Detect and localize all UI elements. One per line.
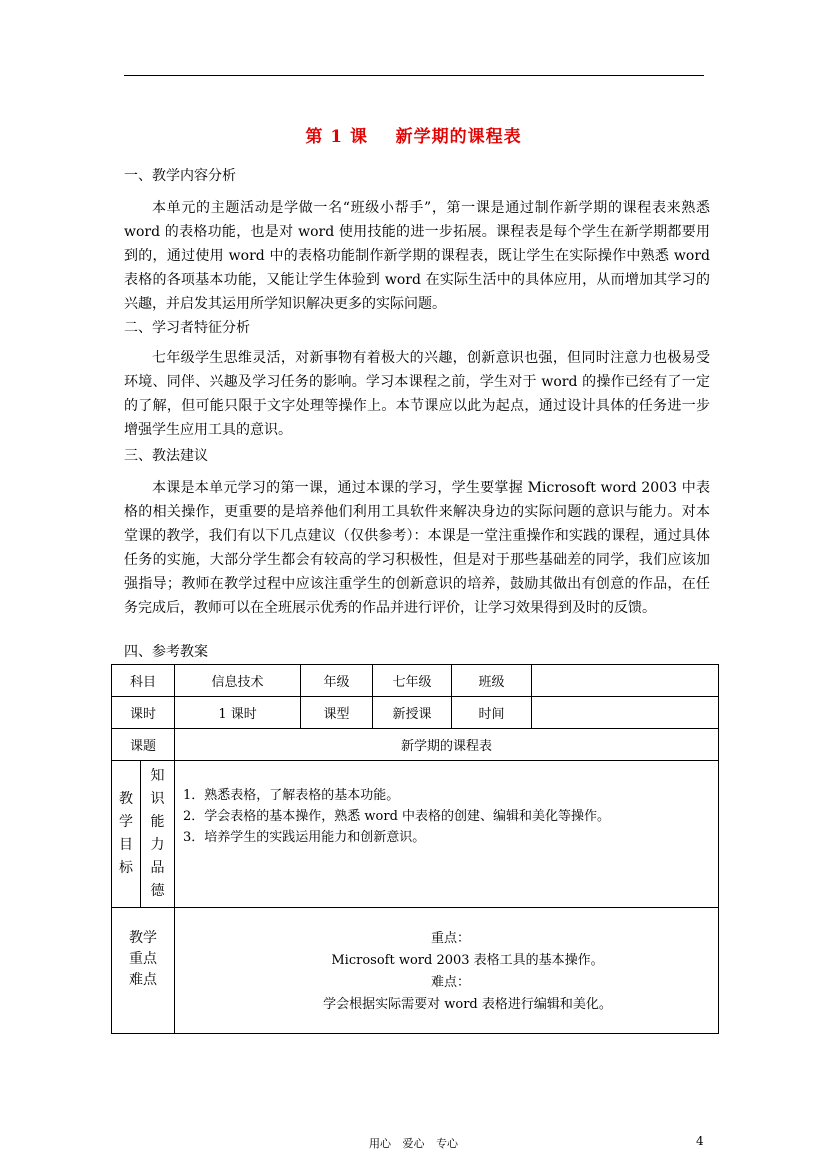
table-cell [532,697,719,729]
table-row [112,761,719,908]
section-body-1: 本单元的主题活动是学做一名“班级小帮手”，第一课是通过制作新学期的课程表来熟悉 word 的表格功能，也是对 word 使用技能的进一步拓展。课程表是每个学生在新学期都要用到的，通过使用 word 中的表格功能制作新学期的课程表，既让学生在实际操作中熟悉 word 表格的各项基本功能，又能让学生体验到 word 在实际生活中的具体应用，从而增加其学习的兴趣，并启发其运用所学知识解决更多的实际问题。 [124,200,710,312]
key-text: Microsoft word 2003 表格工具的基本操作。 [331,953,604,968]
goal-label-char: 标 [119,860,133,876]
section-heading-3: 三、教法建议 [124,448,208,464]
table-row [112,665,719,697]
goals-cell [175,761,719,908]
key-label-cell [112,908,175,1034]
goal-item: 1．熟悉表格，了解表格的基本功能。 [183,788,400,803]
section-heading-1: 一、教学内容分析 [124,168,236,184]
goal-sub-label-char: 知 [150,768,165,784]
section-heading-4: 四、参考教案 [124,644,208,660]
lesson-plan-table [111,664,719,1034]
page-title: 第 1 课 新学期的课程表 [305,127,522,147]
key-content-cell [175,908,719,1034]
goal-label-char: 目 [119,837,133,853]
page-number: 4 [696,1134,704,1148]
section-body-2: 七年级学生思维灵活，对新事物有着极大的兴趣，创新意识也强，但同时注意力也极易受环境、同伴、兴趣及学习任务的影响。学习本课程之前，学生对于 word 的操作已经有了一定的了解，但可能只限于文字处理等操作上。本节课应以此为起点，通过设计具体的任务进一步增强学生应用工具的意识。 [124,350,710,438]
table-cell: 班级 [452,665,532,697]
goal-sub-label-char: 能 [150,814,165,830]
key-label-line: 难点 [129,972,157,988]
goal-sub-label-char: 力 [150,837,165,853]
goal-sub-label-char: 德 [150,883,165,899]
footer-slogan: 用心 爱心 专心 [369,1137,458,1150]
table-cell: 信息技术 [175,665,301,697]
goal-sub-label-char: 品 [150,860,165,876]
table-cell: 时间 [452,697,532,729]
key-label-line: 重点 [129,951,157,967]
section-heading-2: 二、学习者特征分析 [124,320,250,336]
table-cell: 课型 [301,697,373,729]
goal-item: 3．培养学生的实践运用能力和创新意识。 [183,830,426,845]
goal-label-cell [112,761,141,908]
difficulty-heading: 难点： [431,975,471,990]
table-cell: 课时 [112,697,175,729]
goals-list [183,785,718,848]
goal-item: 2．学会表格的基本操作，熟悉 word 中表格的创建、编辑和美化等操作。 [183,809,611,824]
table-cell: 七年级 [373,665,452,697]
table-cell: 新学期的课程表 [175,729,719,761]
table-cell: 年级 [301,665,373,697]
key-heading: 重点： [431,931,471,946]
key-label-line: 教学 [129,930,157,946]
goal-sub-label-cell [141,761,175,908]
difficulty-text: 学会根据实际需要对 word 表格进行编辑和美化。 [323,997,612,1012]
table-cell: 1 课时 [175,697,301,729]
table-cell [532,665,719,697]
table-cell: 新授课 [373,697,452,729]
goal-label-char: 学 [119,814,133,830]
table-cell: 科目 [112,665,175,697]
goal-sub-label-char: 识 [150,791,165,807]
section-body-3: 本课是本单元学习的第一课，通过本课的学习，学生要掌握 Microsoft word 2003 中表格的相关操作，更重要的是培养他们利用工具软件来解决身边的实际问题的意识与能力。对本堂课的教学，我们有以下几点建议（仅供参考）：本课是一堂注重操作和实践的课程，通过具体任务的实施，大部分学生都会有较高的学习积极性，但是对于那些基础差的同学，我们应该加强指导；教师在教学过程中应该注重学生的创新意识的培养，鼓励其做出有创意的作品，在任务完成后，教师可以在全班展示优秀的作品并进行评价，让学习效果得到及时的反馈。 [124,480,710,616]
table-row [112,729,719,761]
header-rule [124,75,704,76]
goal-label-char: 教 [119,791,133,807]
table-row [112,908,719,1034]
table-cell: 课题 [112,729,175,761]
table-row [112,697,719,729]
